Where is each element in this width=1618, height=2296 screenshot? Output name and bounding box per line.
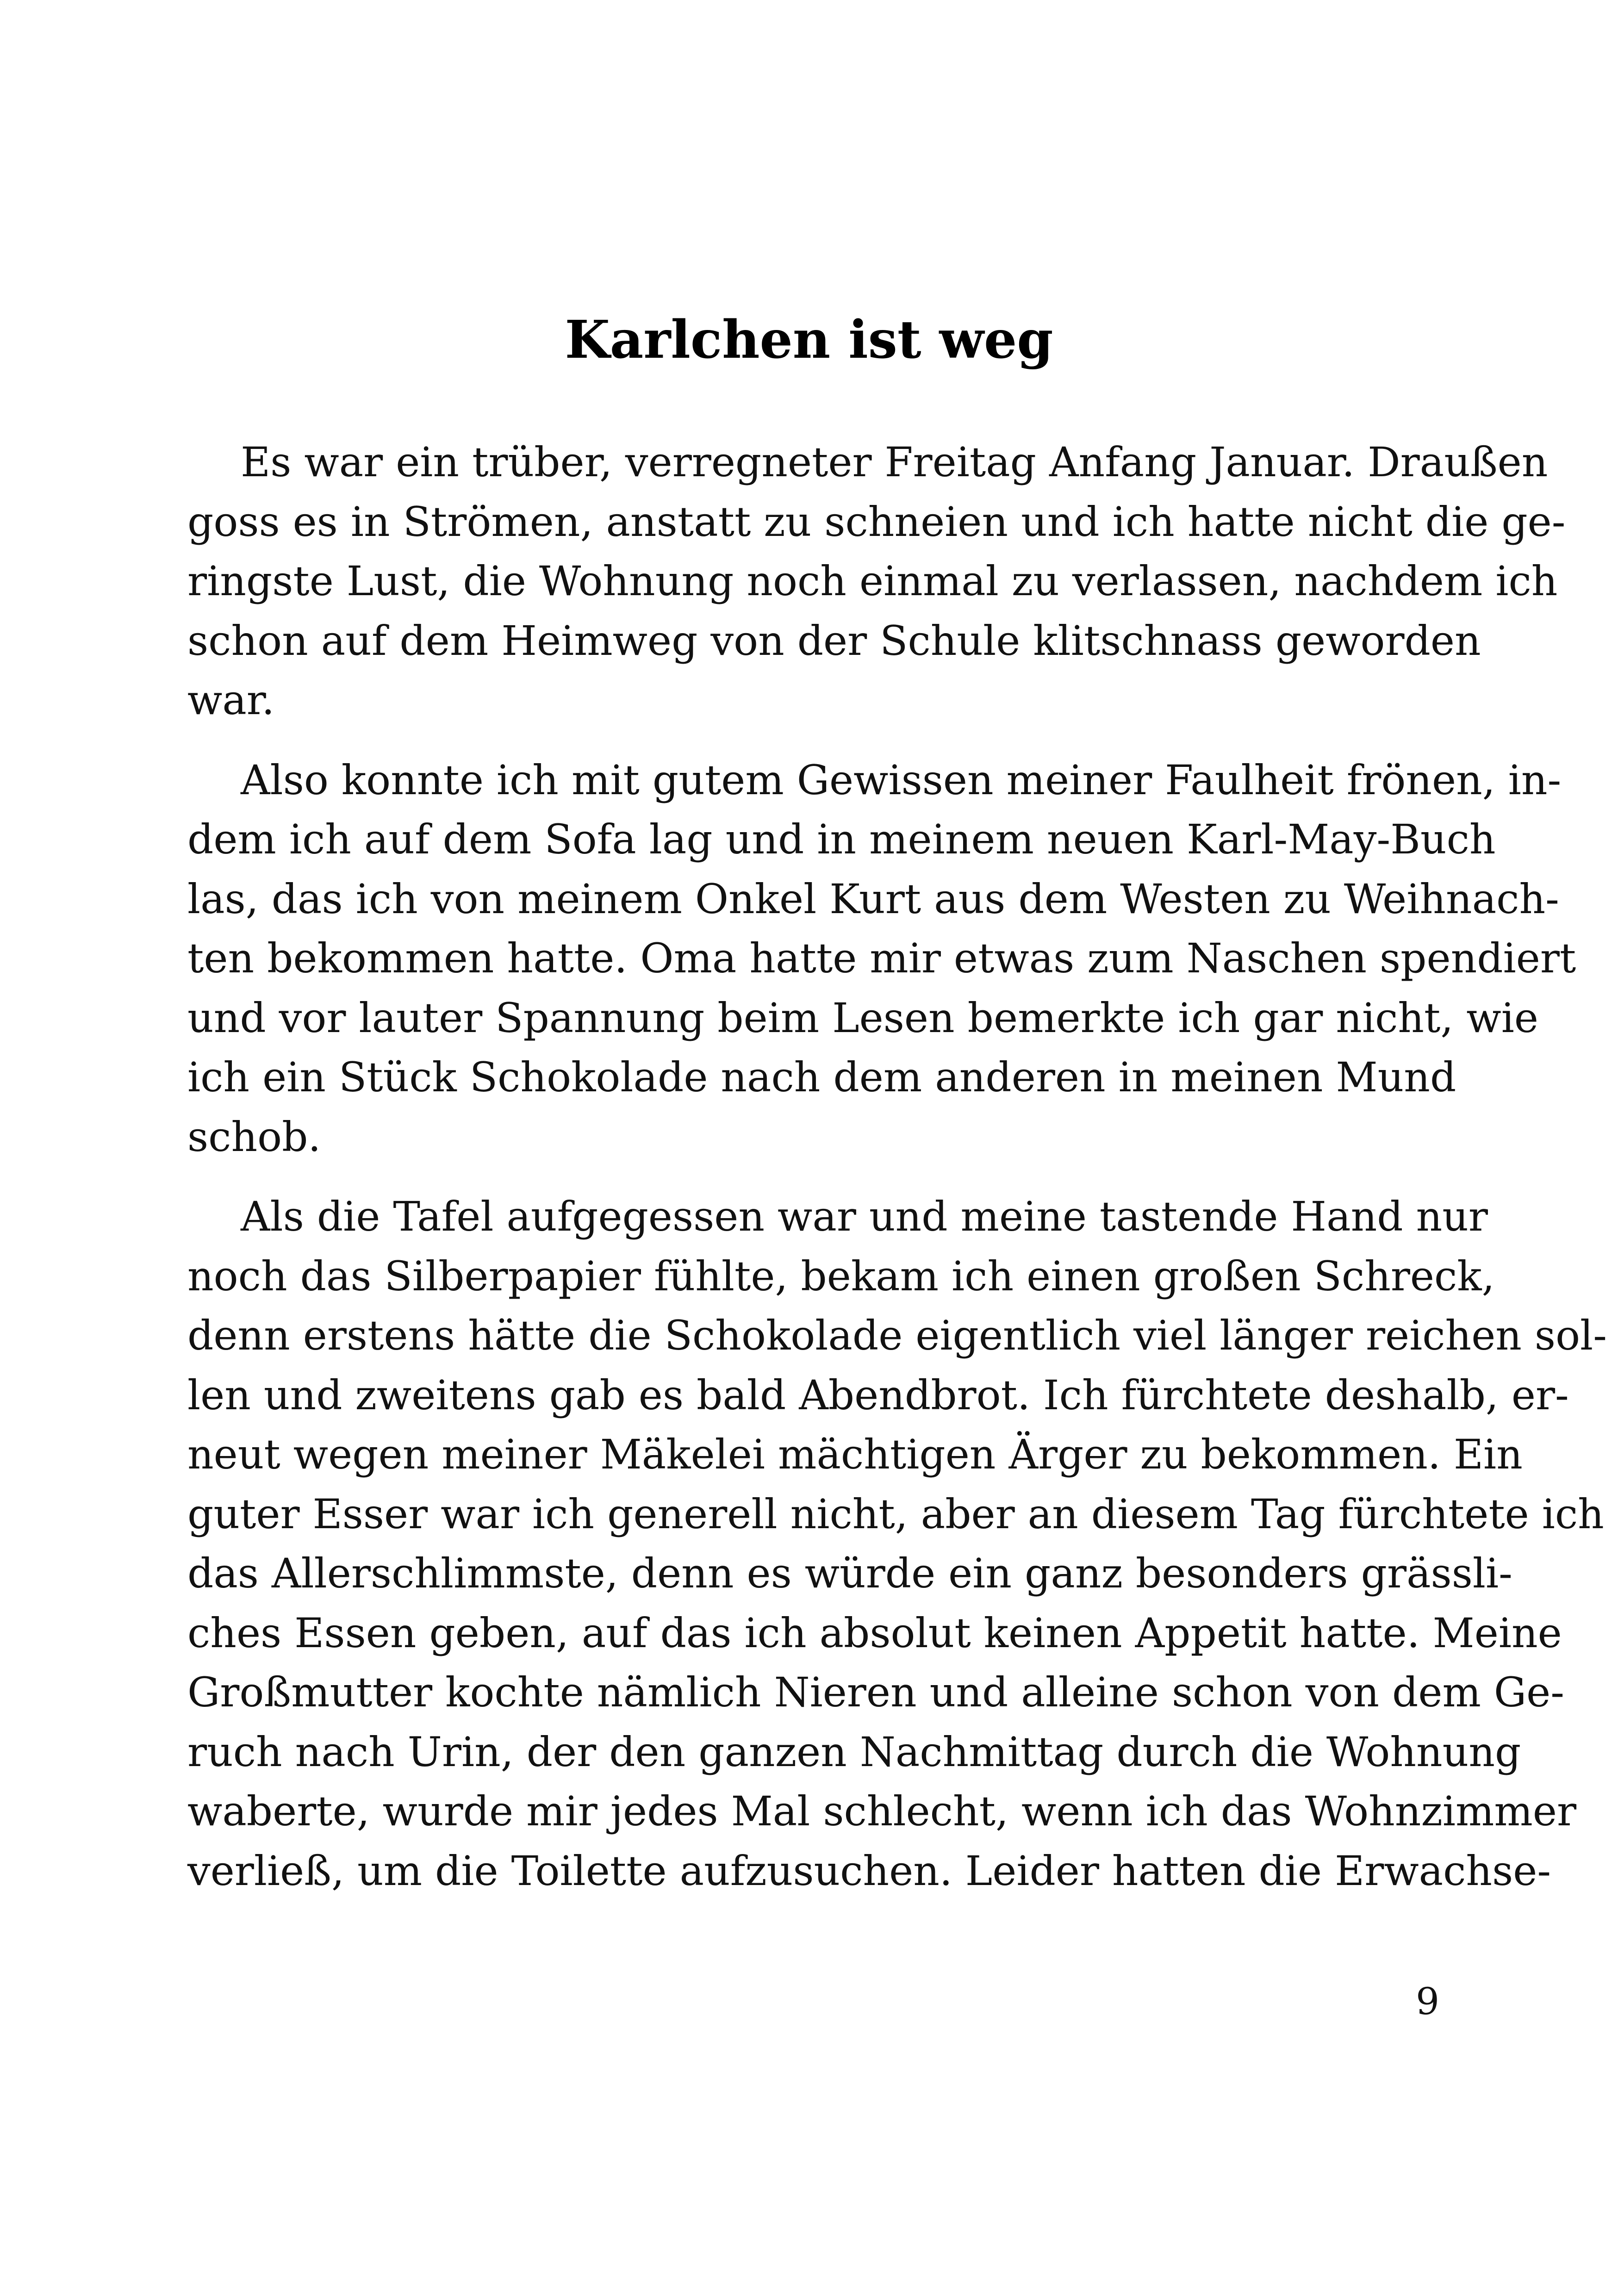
text-line: war. [187, 676, 275, 724]
page-number: 9 [1416, 1980, 1439, 2023]
text-line: neut wegen meiner Mäkelei mächtigen Ärger zu bekommen. Ein [187, 1431, 1523, 1478]
text-line: ruch nach Urin, der den ganzen Nachmittag durch die Wohnung [187, 1728, 1521, 1776]
text-line: ringste Lust, die Wohnung noch einmal zu verlassen, nachdem ich [187, 557, 1558, 605]
text-line: las, das ich von meinem Onkel Kurt aus dem Westen zu Weihnach- [187, 875, 1559, 923]
paragraph-2 [187, 751, 1576, 1167]
text-line: denn erstens hätte die Schokolade eigentlich viel länger reichen sol- [187, 1312, 1607, 1359]
text-line: ches Essen geben, auf das ich absolut keinen Appetit hatte. Meine [187, 1609, 1562, 1657]
paragraph-3 [187, 1187, 1607, 1901]
text-line: und vor lauter Spannung beim Lesen bemerkte ich gar nicht, wie [187, 994, 1538, 1042]
body-text [187, 433, 1607, 1921]
text-line: noch das Silberpapier fühlte, bekam ich einen großen Schreck, [187, 1252, 1495, 1300]
text-line: das Allerschlimmste, denn es würde ein ganz besonders grässli- [187, 1549, 1512, 1597]
text-line: ich ein Stück Schokolade nach dem anderen in meinen Mund [187, 1053, 1456, 1101]
text-line: schon auf dem Heimweg von der Schule klitschnass geworden [187, 616, 1481, 665]
text-line: Es war ein trüber, verregneter Freitag Anfang Januar. Draußen [241, 438, 1548, 486]
text-line: waberte, wurde mir jedes Mal schlecht, wenn ich das Wohnzimmer [187, 1787, 1577, 1835]
text-line: ten bekommen hatte. Oma hatte mir etwas zum Naschen spendiert [187, 934, 1576, 982]
paragraph-1 [187, 433, 1566, 730]
page-title: Karlchen ist weg [565, 310, 1053, 370]
text-line: Also konnte ich mit gutem Gewissen meiner Faulheit frönen, in- [241, 756, 1562, 804]
text-line: verließ, um die Toilette aufzusuchen. Leider hatten die Erwachse- [187, 1847, 1551, 1895]
text-line: Großmutter kochte nämlich Nieren und alleine schon von dem Ge- [187, 1668, 1564, 1716]
text-line: Als die Tafel aufgegessen war und meine tastende Hand nur [241, 1193, 1488, 1240]
text-line: schob. [187, 1113, 321, 1161]
text-line: guter Esser war ich generell nicht, aber an diesem Tag fürchtete ich [187, 1490, 1604, 1538]
text-line: goss es in Strömen, anstatt zu schneien und ich hatte nicht die ge- [187, 498, 1566, 546]
text-line: dem ich auf dem Sofa lag und in meinem neuen Karl-May-Buch [187, 815, 1496, 863]
text-line: len und zweitens gab es bald Abendbrot. Ich fürchtete deshalb, er- [187, 1371, 1569, 1419]
